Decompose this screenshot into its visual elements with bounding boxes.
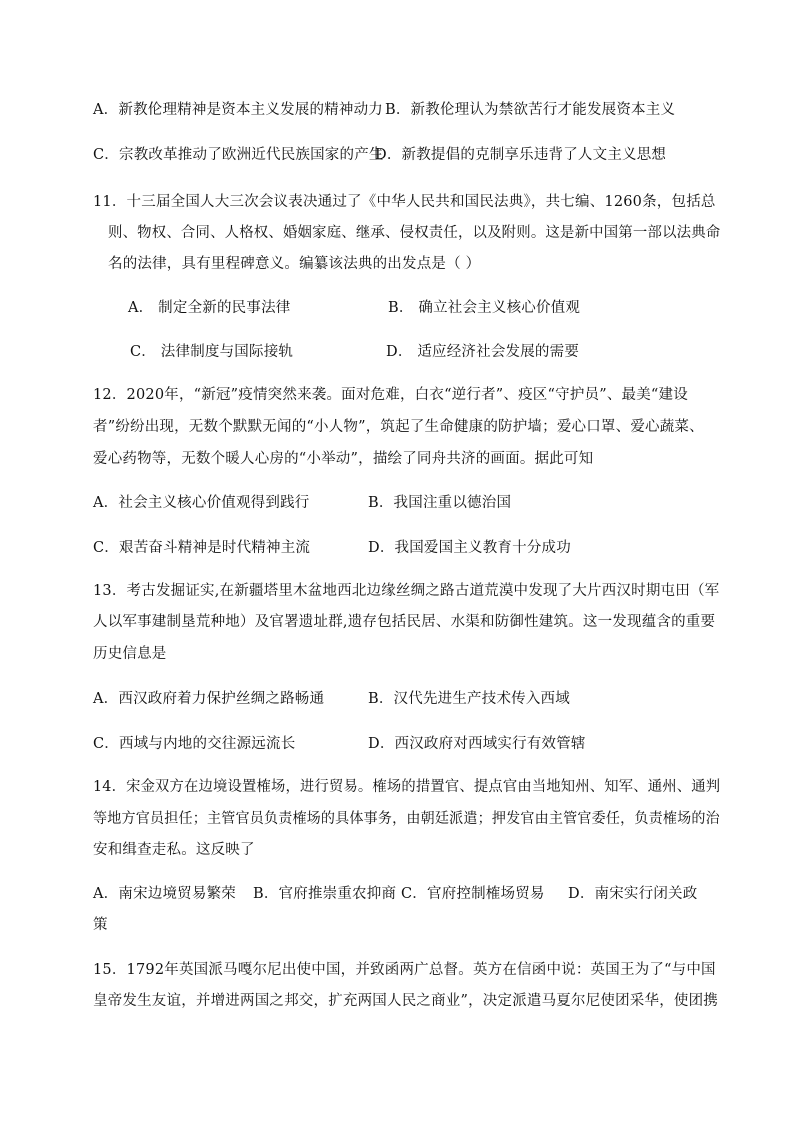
q14-stem-line2: 等地方官员担任；主管官员负责榷场的具体事务，由朝廷派遣；押发官由主管官委任，负责榷场的治: [93, 811, 720, 827]
q12-stem-line2: 者”纷纷出现，无数个默默无闻的“小人物”，筑起了生命健康的防护墙；爱心口罩、爱心蔬菜、: [93, 419, 704, 435]
q13-stem-line1: 13．考古发掘证实,在新疆塔里木盆地西北边缘丝绸之路古道荒漠中发现了大片西汉时期屯田（军: [93, 583, 720, 599]
q12-option-a: A．社会主义核心价值观得到践行: [93, 495, 310, 511]
q11-option-d: D． 适应经济社会发展的需要: [386, 344, 580, 360]
q12-option-b: B．我国注重以德治国: [368, 495, 512, 511]
q11-option-b: B． 确立社会主义核心价值观: [388, 300, 581, 316]
q14-option-d: D．南宋实行闭关政: [568, 886, 698, 902]
q14-stem-line3: 安和缉查走私。这反映了: [93, 842, 255, 858]
q11-option-a: A． 制定全新的民事法律: [128, 300, 291, 316]
q14-option-a: A．南宋边境贸易繁荣: [93, 886, 236, 902]
q12-option-c: C．艰苦奋斗精神是时代精神主流: [93, 540, 311, 556]
q14-stem-line1: 14．宋金双方在边境设置榷场，进行贸易。榷场的措置官、提点官由当地知州、知军、通州、通判: [93, 779, 721, 795]
q13-stem-line2: 人以军事建制垦荒种地）及官署遗址群,遗存包括民居、水渠和防御性建筑。这一发现蕴含的重要: [93, 614, 716, 630]
q14-option-d-continued: 策: [93, 917, 108, 933]
q13-option-d: D．西汉政府对西域实行有效管辖: [368, 736, 586, 752]
q12-stem-line3: 爱心药物等，无数个暖人心房的“小举动”，描绘了同舟共济的画面。据此可知: [93, 451, 594, 467]
q10-option-a: A．新教伦理精神是资本主义发展的精神动力: [93, 102, 383, 118]
q13-option-c: C．西域与内地的交往源远流长: [93, 736, 296, 752]
q10-option-b: B．新教伦理认为禁欲苦行才能发展资本主义: [385, 102, 676, 118]
q14-option-c: C．官府控制榷场贸易: [401, 886, 545, 902]
q11-stem-line2: 则、物权、合同、人格权、婚姻家庭、继承、侵权责任，以及附则。这是新中国第一部以法典命: [108, 225, 721, 241]
q12-option-d: D．我国爱国主义教育十分成功: [368, 540, 571, 556]
q11-stem-line3: 名的法律，具有里程碑意义。编纂该法典的出发点是（ ）: [108, 256, 481, 272]
q13-option-a: A．西汉政府着力保护丝绸之路畅通: [93, 691, 325, 707]
q10-option-d: D．新教提倡的克制享乐违背了人文主义思想: [375, 147, 667, 163]
q12-stem-line1: 12．2020年，“新冠”疫情突然来袭。面对危难，白衣“逆行者”、疫区“守护员”、最美“建设: [93, 387, 688, 403]
q11-option-c: C． 法律制度与国际接轨: [130, 344, 294, 360]
q10-option-c: C．宗教改革推动了欧洲近代民族国家的产生: [93, 147, 384, 163]
q13-stem-line3: 历史信息是: [93, 646, 167, 662]
q11-stem-line1: 11．十三届全国人大三次会议表决通过了《中华人民共和国民法典》，共七编、1260条，包括总: [93, 194, 716, 210]
q13-option-b: B．汉代先进生产技术传入西域: [368, 691, 570, 707]
q15-stem-line2: 皇帝发生友谊，并增进两国之邦交，扩充两国人民之商业”，决定派遣马夏尔尼使团采华，使团携: [93, 993, 719, 1009]
q14-option-b: B．官府推崇重农抑商: [253, 886, 397, 902]
q15-stem-line1: 15．1792年英国派马嘎尔尼出使中国，并致函两广总督。英方在信函中说：英国王为了“与中国: [93, 962, 716, 978]
